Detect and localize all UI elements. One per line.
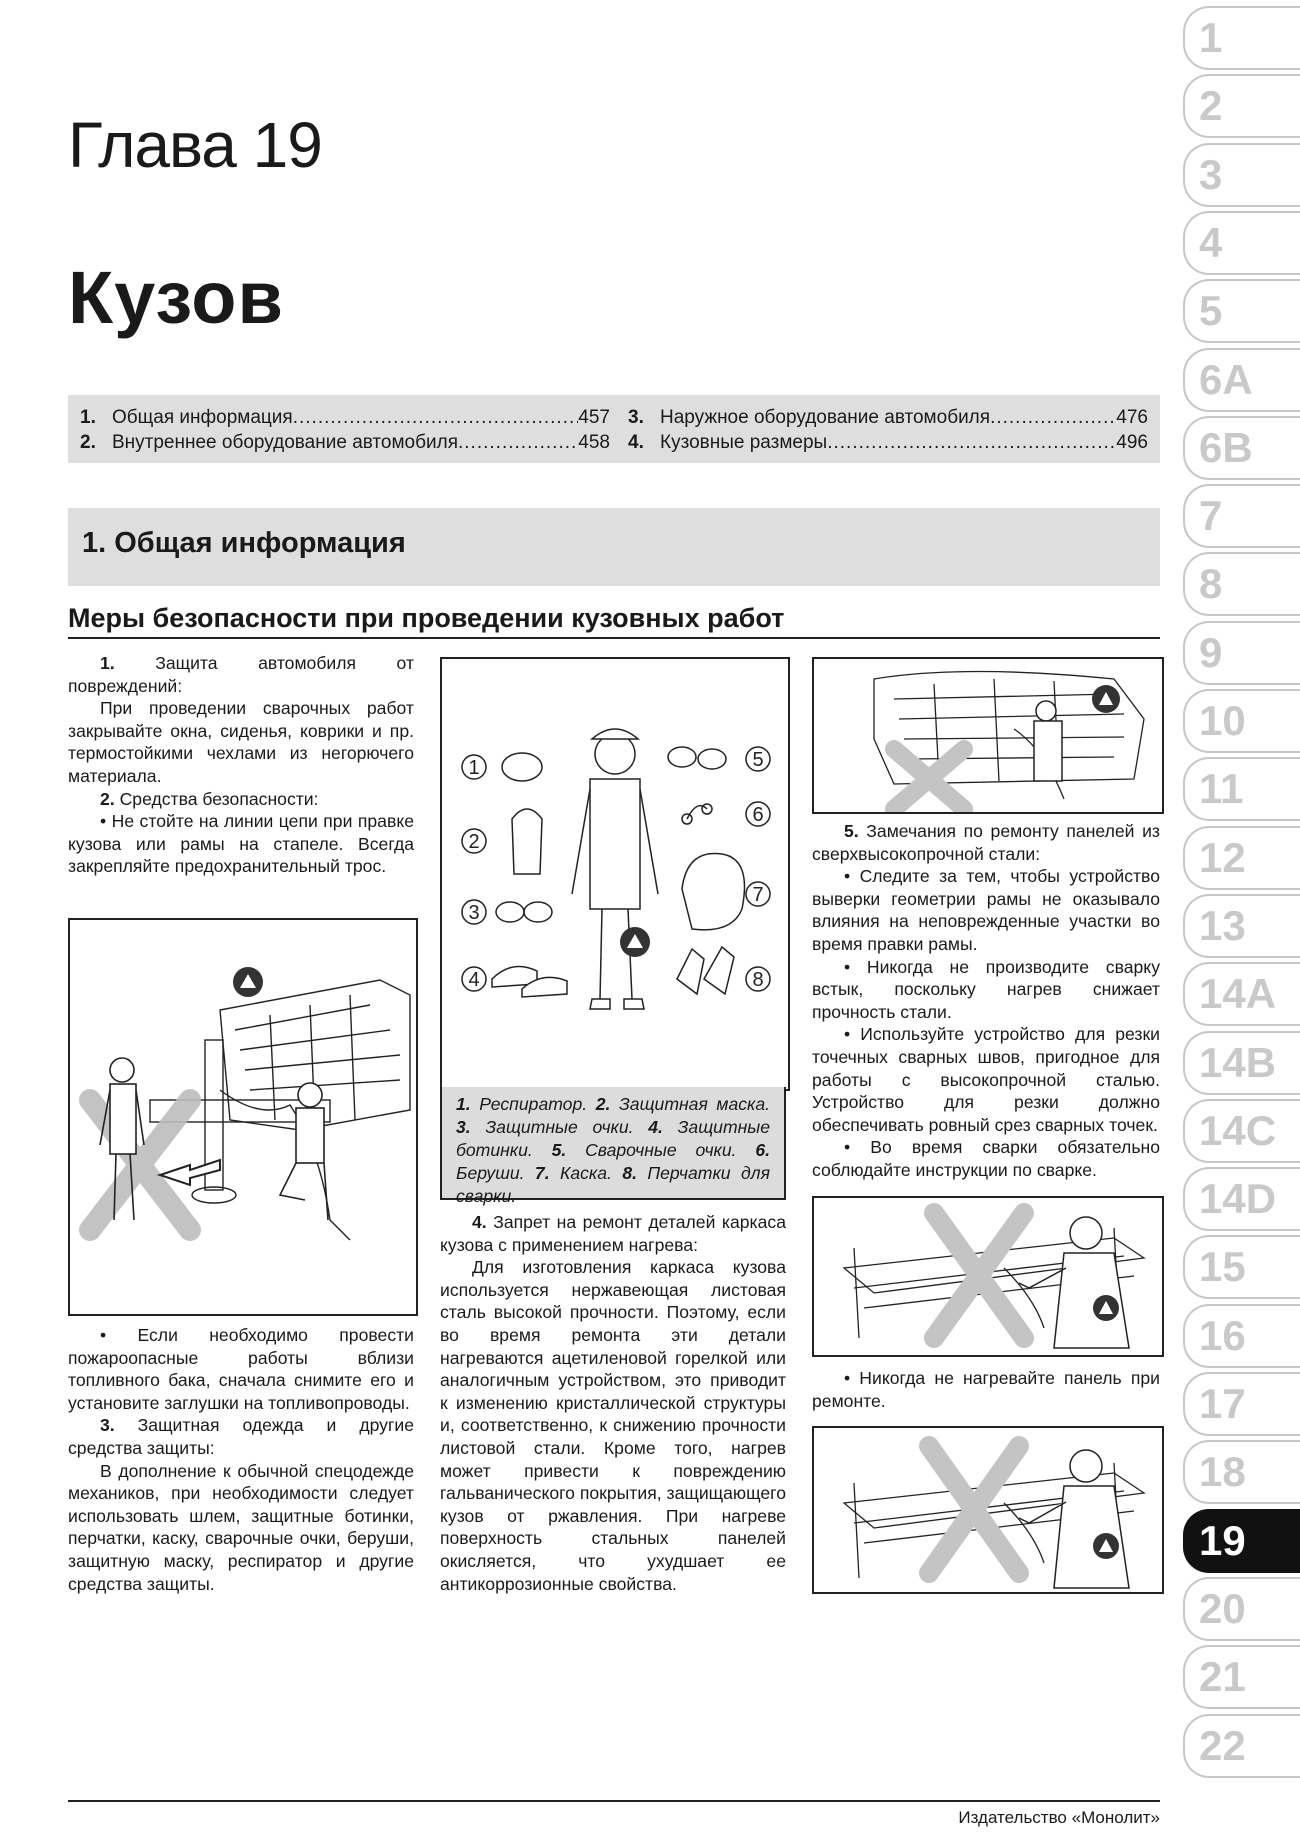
paragraph: При проведении сварочных работ закрывайте окна, сиденья, коврики и пр. термостойкими чехлами из негорючего материала. — [68, 698, 414, 786]
bullet-paragraph: • Во время сварки обязательно соблюдайте инструкции по сварке. — [812, 1137, 1160, 1180]
figure-caption: 1. Респиратор. 2. Защитная маска. 3. Защитные очки. 4. Защитные ботинки. 5. Сварочные очки. 6. Беруши. 7. Каска. 8. Перчатки для сварки. — [440, 1087, 786, 1200]
toc-page: 458 — [578, 432, 610, 453]
svg-text:7: 7 — [752, 884, 764, 906]
figure-no-heating-1 — [812, 1196, 1164, 1357]
toc-leader — [827, 432, 1116, 454]
illustration-frame-straightening — [70, 920, 416, 1314]
chapter-tab-18[interactable]: 18 — [1183, 1440, 1300, 1504]
paragraph: Замечания по ремонту панелей из сверхвысокопрочной стали: — [812, 821, 1160, 864]
svg-text:6: 6 — [752, 804, 764, 826]
text-column-1 — [68, 652, 414, 878]
bullet-paragraph: • Никогда не нагревайте панель при ремонте. — [812, 1368, 1160, 1411]
item-number: 5. — [844, 821, 859, 841]
chapter-tab-19[interactable]: 19 — [1183, 1509, 1300, 1573]
caption-item: Защитные очки. — [485, 1117, 634, 1137]
caption-item: Перчатки для сварки. — [456, 1163, 770, 1206]
figure-chain-straightening — [68, 918, 418, 1316]
chapter-tab-15[interactable]: 15 — [1183, 1235, 1300, 1299]
text-column-1b — [68, 1324, 414, 1595]
caption-item: Каска. — [559, 1163, 612, 1183]
table-of-contents — [68, 395, 1160, 463]
chapter-tab-3[interactable]: 3 — [1183, 143, 1300, 207]
chapter-tab-10[interactable]: 10 — [1183, 689, 1300, 753]
chapter-tab-4[interactable]: 4 — [1183, 211, 1300, 275]
chapter-tab-14d[interactable]: 14D — [1183, 1167, 1300, 1231]
paragraph: Защита автомобиля от повреждений: — [68, 653, 415, 696]
caution-emblem-icon — [1093, 1295, 1119, 1321]
publisher: Издательство «Монолит» — [958, 1808, 1160, 1827]
equipment-number-6 — [746, 802, 770, 826]
toc-item[interactable] — [628, 432, 1148, 454]
chapter-tab-9[interactable]: 9 — [1183, 621, 1300, 685]
text-column-3 — [812, 820, 1160, 1182]
bullet-paragraph: • Используйте устройство для резки точечных сварных швов, пригодное для работы с высокопрочной сталью. Устройство для резки должно обеспечивать ровный срез сварных точек. — [812, 1024, 1160, 1135]
toc-label: Общая информация — [112, 407, 293, 428]
svg-text:4: 4 — [468, 969, 480, 991]
chapter-tab-17[interactable]: 17 — [1183, 1372, 1300, 1436]
paragraph: Запрет на ремонт деталей каркаса кузова с применением нагрева: — [440, 1212, 787, 1255]
item-number: 1. — [100, 653, 115, 673]
chapter-tab-6b[interactable]: 6B — [1183, 416, 1300, 480]
chapter-tab-22[interactable]: 22 — [1183, 1714, 1300, 1778]
toc-num: 3. — [628, 407, 644, 428]
caution-emblem-icon — [1092, 685, 1120, 713]
bullet-paragraph: • Следите за тем, чтобы устройство выверки геометрии рамы не оказывало влияния на неповрежденные участки во время правки рамы. — [812, 866, 1160, 954]
toc-num: 1. — [80, 407, 96, 428]
svg-text:1: 1 — [468, 757, 480, 779]
equipment-number-1 — [462, 755, 486, 779]
caution-emblem-icon — [1093, 1533, 1119, 1559]
toc-label: Кузовные размеры — [660, 432, 828, 453]
chapter-number: Глава 19 — [68, 109, 322, 181]
chapter-tab-7[interactable]: 7 — [1183, 484, 1300, 548]
bullet-paragraph: • Если необходимо провести пожароопасные работы вблизи топливного бака, сначала снимите его и установите заглушки на топливопроводы. — [68, 1325, 414, 1413]
figure-no-heating-2 — [812, 1426, 1164, 1594]
equipment-number-5 — [746, 747, 770, 771]
svg-text:8: 8 — [752, 969, 764, 991]
figure-protective-equipment — [440, 657, 790, 1091]
paragraph: Защитная одежда и другие средства защиты: — [68, 1415, 414, 1458]
caption-item: Беруши. — [456, 1163, 525, 1183]
chapter-tab-21[interactable]: 21 — [1183, 1645, 1300, 1709]
chapter-tab-6a[interactable]: 6A — [1183, 348, 1300, 412]
toc-leader — [990, 407, 1116, 429]
illustration-frame-alignment — [814, 659, 1162, 812]
equipment-number-8 — [746, 967, 770, 991]
toc-num: 2. — [80, 432, 96, 453]
chapter-title: Кузов — [68, 256, 284, 339]
equipment-number-3 — [462, 900, 486, 924]
svg-text:2: 2 — [468, 831, 480, 853]
toc-label: Внутреннее оборудование автомобиля — [112, 432, 458, 453]
paragraph: Для изготовления каркаса кузова используется нержавеющая листовая сталь высокой прочности. Поэтому, если во время ремонта эти детали нагреваются ацетиленовой горелкой или аналогичным устройством, это приводит к изменению кристаллической структуры и, соответственно, к снижению прочности листовой стали. Кроме того, нагрев может привести к повреждению гальванического покрытия, защищающего кузов от ржавления. При нагреве поверхность стальных панелей окисляется, что ухудшает ее антикоррозионные свойства. — [440, 1257, 786, 1594]
chapter-tab-8[interactable]: 8 — [1183, 552, 1300, 616]
chapter-tab-1[interactable]: 1 — [1183, 6, 1300, 70]
bullet-paragraph: • Не стойте на линии цепи при правке кузова или рамы на стапеле. Всегда закрепляйте предохранительный трос. — [68, 811, 414, 877]
svg-text:5: 5 — [752, 749, 764, 771]
chapter-tab-14c[interactable]: 14C — [1183, 1099, 1300, 1163]
illustration-torch-on-panel-2 — [814, 1428, 1162, 1592]
paragraph: В дополнение к обычной спецодежде механиков, при необходимости следует использовать шлем, защитные ботинки, перчатки, каску, сварочные очки, беруши, защитную маску, респиратор и другие средства защиты. — [68, 1460, 414, 1594]
bullet-paragraph: • Никогда не производите сварку встык, поскольку нагрев снижает прочность стали. — [812, 956, 1160, 1022]
text-column-3b — [812, 1367, 1160, 1412]
chapter-tab-12[interactable]: 12 — [1183, 826, 1300, 890]
toc-page: 457 — [578, 407, 610, 428]
item-number: 3. — [100, 1415, 115, 1436]
chapter-tab-16[interactable]: 16 — [1183, 1304, 1300, 1368]
toc-leader — [293, 407, 579, 429]
caption-item: Защитная маска. — [618, 1094, 771, 1114]
subheading-rule — [68, 637, 1160, 639]
toc-page: 496 — [1116, 432, 1148, 453]
chapter-tab-13[interactable]: 13 — [1183, 894, 1300, 958]
illustration-protective-gear — [442, 659, 788, 1089]
toc-item[interactable] — [80, 432, 610, 454]
chapter-tab-14a[interactable]: 14A — [1183, 962, 1300, 1026]
chapter-tab-14b[interactable]: 14B — [1183, 1031, 1300, 1095]
equipment-number-4 — [462, 967, 486, 991]
section-bar — [68, 508, 1160, 586]
chapter-tab-2[interactable]: 2 — [1183, 74, 1300, 138]
footer-rule — [68, 1800, 1160, 1802]
section-title: 1. Общая информация — [82, 527, 406, 559]
caption-item: Защитные ботинки. — [456, 1117, 771, 1160]
equipment-number-2 — [462, 829, 486, 853]
paragraph: Средства безопасности: — [119, 788, 319, 809]
toc-leader — [458, 432, 578, 454]
caution-emblem-icon — [233, 967, 263, 997]
toc-item[interactable] — [628, 407, 1148, 429]
toc-page: 476 — [1116, 407, 1148, 428]
caution-emblem-icon — [620, 927, 650, 957]
svg-text:3: 3 — [468, 902, 480, 924]
equipment-number-7 — [746, 882, 770, 906]
item-number: 4. — [472, 1212, 487, 1232]
toc-num: 4. — [628, 432, 644, 453]
caption-item: Сварочные очки. — [585, 1140, 737, 1160]
chapter-tab-5[interactable]: 5 — [1183, 279, 1300, 343]
toc-item[interactable] — [80, 407, 610, 429]
item-number: 2. — [100, 788, 115, 809]
figure-frame-alignment — [812, 657, 1164, 814]
toc-label: Наружное оборудование автомобиля — [660, 407, 991, 428]
caption-item: Респиратор. — [479, 1094, 588, 1114]
illustration-torch-on-panel — [814, 1198, 1162, 1355]
text-column-2 — [440, 1211, 786, 1595]
chapter-tab-20[interactable]: 20 — [1183, 1577, 1300, 1641]
subheading: Меры безопасности при проведении кузовных работ — [68, 603, 785, 633]
chapter-tab-11[interactable]: 11 — [1183, 757, 1300, 821]
